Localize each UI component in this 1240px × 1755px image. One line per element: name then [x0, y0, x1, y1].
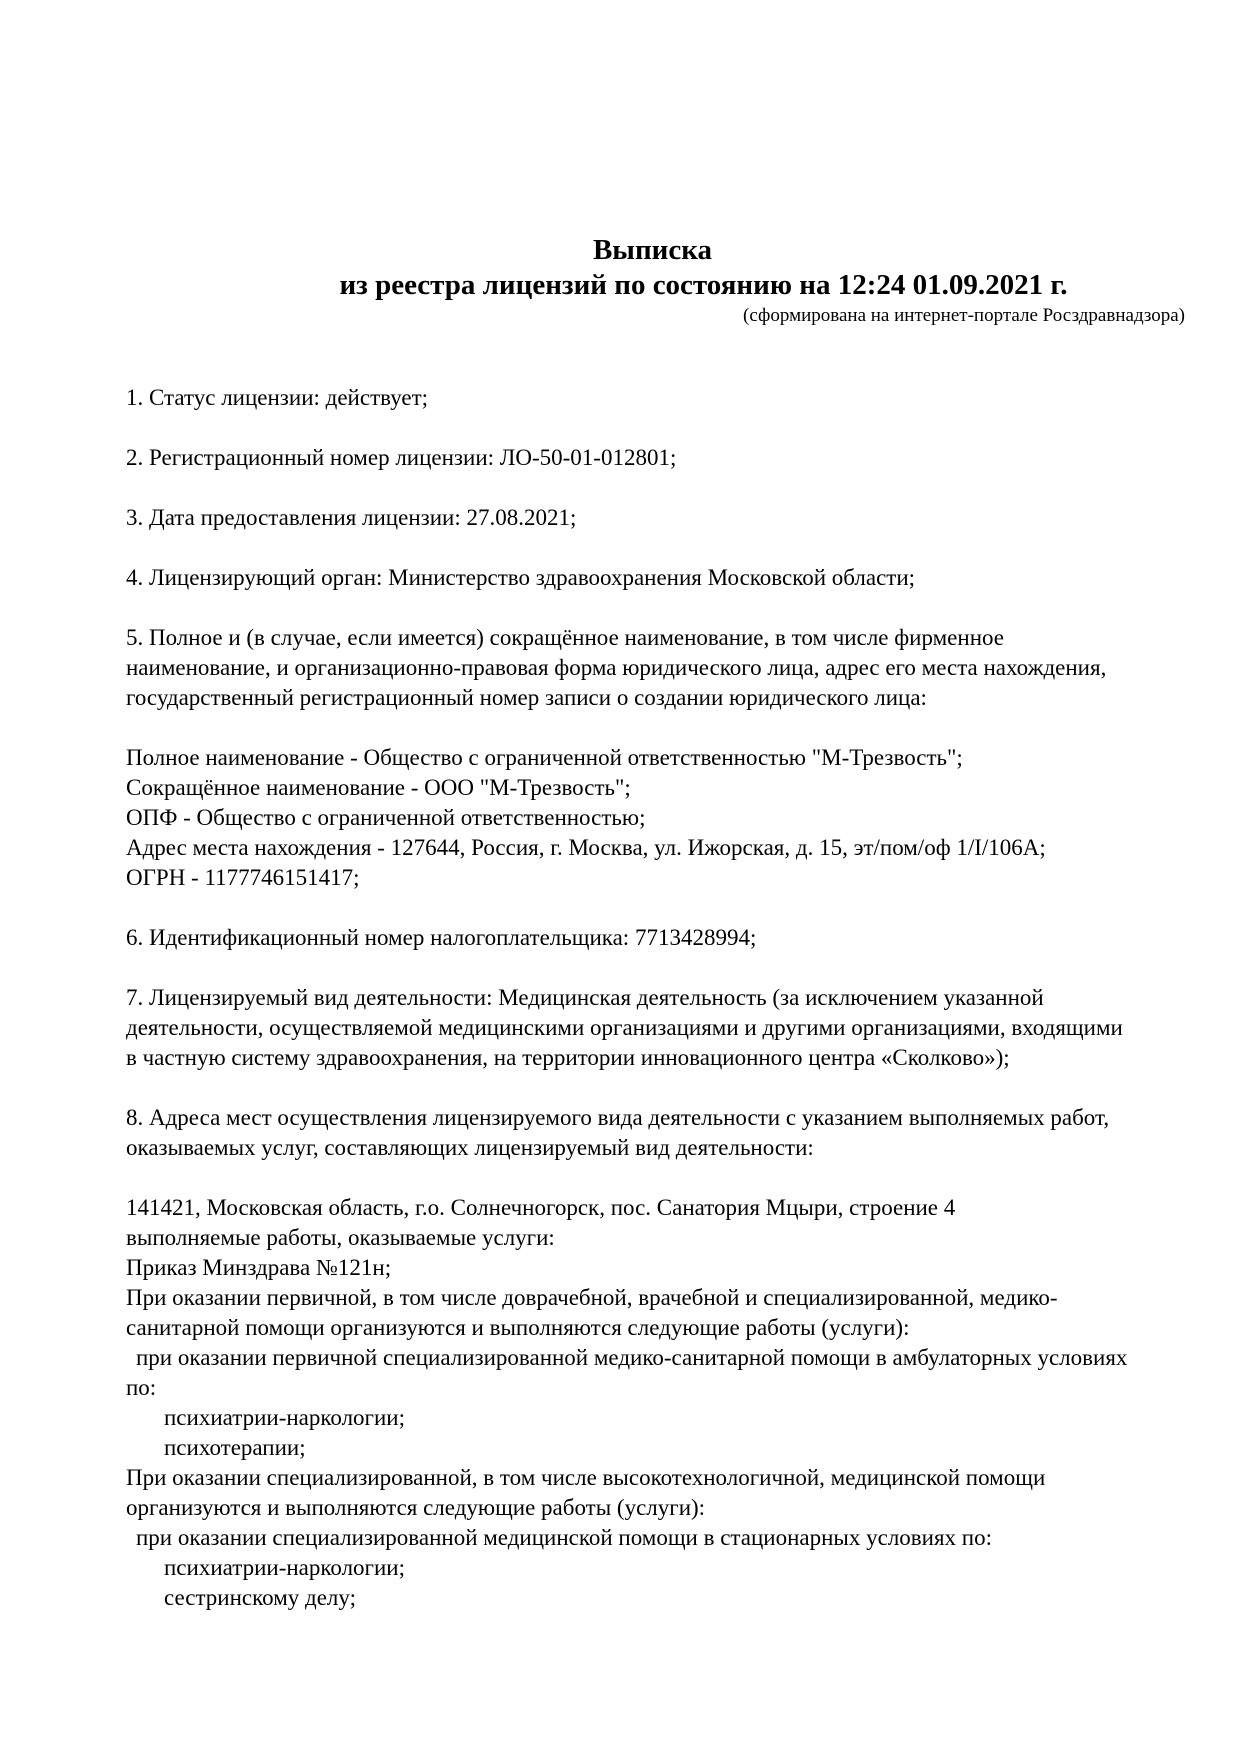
- work-site-address: 141421, Московская область, г.о. Солнечногорск, пос. Санатория Мцыри, строение 4: [126, 1195, 956, 1220]
- works-services-label: выполняемые работы, оказываемые услуги:: [126, 1225, 555, 1250]
- document-source-note: (сформирована на интернет-портале Росздравнадзора): [743, 305, 1185, 326]
- specialized-inpatient-intro: при оказании специализированной медицинской помощи в стационарных условиях по:: [136, 1525, 992, 1550]
- document-title-line-1: Выписка: [592, 234, 713, 266]
- document-title-line-2: из реестра лицензий по состоянию на 12:24 01.09.2021 г.: [339, 269, 1068, 301]
- work-address-details: [126, 1193, 1131, 1613]
- organization-address: Адрес места нахождения - 127644, Россия, г. Москва, ул. Ижорская, д. 15, эт/пом/оф 1/I/106А;: [126, 835, 1046, 860]
- service-psychotherapy: психотерапии;: [164, 1435, 306, 1460]
- primary-specialized-outpatient-intro: при оказании первичной специализированной медико-санитарной помощи в амбулаторных условиях по:: [126, 1345, 1128, 1400]
- work-addresses-intro: 8. Адреса мест осуществления лицензируемого вида деятельности с указанием выполняемых работ, оказываемых услуг, составляющих лицензируемый вид деятельности:: [126, 1105, 1110, 1160]
- service-psychiatry-narcology-2: психиатрии-наркологии;: [164, 1555, 405, 1580]
- organization-full-name: Полное наименование - Общество с ограниченной ответственностью "М-Трезвость";: [126, 745, 963, 770]
- primary-care-works-intro: При оказании первичной, в том числе доврачебной, врачебной и специализированной, медико-санитарной помощи организуются и выполняются следующие работы (услуги):: [126, 1285, 1058, 1340]
- license-reg-number: 2. Регистрационный номер лицензии: ЛО-50-01-012801;: [126, 445, 677, 470]
- organization-ogrn: ОГРН - 1177746151417;: [126, 865, 360, 890]
- service-nursing: сестринскому делу;: [164, 1585, 356, 1610]
- license-grant-date: 3. Дата предоставления лицензии: 27.08.2021;: [126, 505, 577, 530]
- taxpayer-inn: 6. Идентификационный номер налогоплательщика: 7713428994;: [126, 925, 757, 950]
- organization-short-name: Сокращённое наименование - ООО "М-Трезвость";: [126, 775, 631, 800]
- service-psychiatry-narcology-1: психиатрии-наркологии;: [164, 1405, 405, 1430]
- organization-opf: ОПФ - Общество с ограниченной ответственностью;: [126, 805, 646, 830]
- document-content: [126, 233, 1185, 1613]
- ministry-order: Приказ Минздрава №121н;: [126, 1255, 392, 1280]
- document-body: [126, 383, 1131, 1613]
- document-header: [126, 233, 1131, 303]
- organization-details: [126, 743, 1131, 893]
- organization-names-intro: 5. Полное и (в случае, если имеется) сокращённое наименование, в том числе фирменное наименование, и организационно-правовая форма юридического лица, адрес его места нахождения, государственный регистрационный номер записи о создании юридического лица:: [126, 625, 1107, 710]
- license-status: 1. Статус лицензии: действует;: [126, 385, 429, 410]
- specialized-care-works-intro: При оказании специализированной, в том числе высокотехнологичной, медицинской помощи организуются и выполняются следующие работы (услуги):: [126, 1465, 1046, 1520]
- licensed-activity: 7. Лицензируемый вид деятельности: Медицинская деятельность (за исключением указанной деятельности, осуществляемой медицинскими организациями и другими организациями, входящими в частную систему здравоохранения, на территории инновационного центра «Сколково»);: [126, 985, 1123, 1070]
- licensing-authority: 4. Лицензирующий орган: Министерство здравоохранения Московской области;: [126, 565, 916, 590]
